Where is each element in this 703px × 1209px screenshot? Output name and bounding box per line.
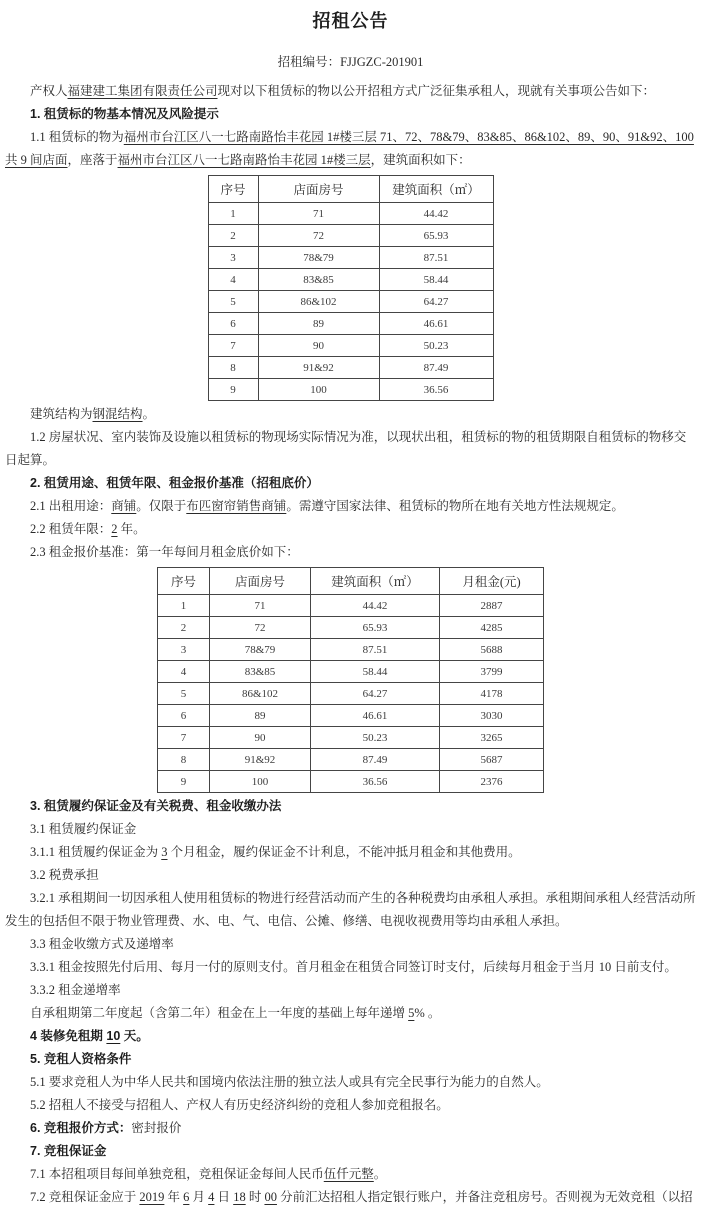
- text-segment: 现对以下租赁标的物以公开招租方式广泛征集承租人，现就有关事项公告如下：: [217, 84, 656, 98]
- table-cell: 46.61: [311, 705, 440, 727]
- table-cell: 64.27: [311, 683, 440, 705]
- text-segment: 3. 租赁履约保证金及有关税费、租金收缴办法: [30, 799, 282, 813]
- table-header-row: [158, 568, 544, 595]
- text-segment: 7. 竞租保证金: [30, 1144, 107, 1158]
- table-cell: 91&92: [210, 749, 311, 771]
- table-row: [158, 595, 544, 617]
- paragraph: [5, 541, 696, 564]
- table-row: [158, 683, 544, 705]
- table-row: [158, 727, 544, 749]
- table-cell: 36.56: [311, 771, 440, 793]
- paragraph: [5, 1117, 696, 1140]
- paragraph: [5, 1002, 696, 1025]
- table-cell: 46.61: [379, 313, 493, 335]
- text-segment: 3.3.2 租金递增率: [30, 983, 121, 997]
- text-segment: 5.2 招租人不接受与招租人、产权人有历史经济纠纷的竞租人参加竞租报名。: [30, 1098, 449, 1112]
- paragraph: [5, 864, 696, 887]
- table-cell: 5: [208, 291, 258, 313]
- text-segment: ，建筑面积如下：: [370, 153, 471, 167]
- text-segment: 。: [142, 407, 156, 421]
- table-cell: 91&92: [258, 357, 379, 379]
- table-header-cell: 序号: [158, 568, 210, 595]
- table-cell: 100: [258, 379, 379, 401]
- building-area-table: [208, 175, 494, 401]
- table-cell: 78&79: [210, 639, 311, 661]
- table-cell: 72: [210, 617, 311, 639]
- table-row: [208, 291, 493, 313]
- section-heading: [5, 795, 696, 818]
- underlined-value: 4: [208, 1190, 215, 1204]
- text-segment: 年: [164, 1190, 184, 1204]
- table-cell: 7: [158, 727, 210, 749]
- table-row: [208, 379, 493, 401]
- paragraph: [5, 80, 696, 103]
- table-cell: 36.56: [379, 379, 493, 401]
- table-cell: 58.44: [379, 269, 493, 291]
- text-segment: 产权人: [30, 84, 68, 98]
- notice-number: 招租编号：FJJGZC-201901: [277, 55, 424, 69]
- table-row: [158, 771, 544, 793]
- table-header-row: [208, 176, 493, 203]
- underlined-value: 布匹窗帘销售商铺: [186, 499, 287, 513]
- paragraph: [5, 1094, 696, 1117]
- text-segment: 3.1.1 租赁履约保证金为: [30, 845, 162, 859]
- section-heading: [5, 472, 696, 495]
- table-cell: 44.42: [379, 203, 493, 225]
- table-cell: 87.49: [379, 357, 493, 379]
- table-cell: 64.27: [379, 291, 493, 313]
- text-segment: 1.2 房屋状况、室内装饰及设施以租赁标的物现场实际情况为准，以现状出租，租赁标的物的租赁期限自租赁标的物移交日起算。: [5, 430, 687, 467]
- text-segment: 3.1 租赁履约保证金: [30, 822, 137, 836]
- underlined-value: 福建建工集团有限责任公司: [67, 84, 218, 98]
- paragraph: [5, 1186, 696, 1209]
- paragraph: [5, 495, 696, 518]
- paragraph: [5, 818, 696, 841]
- text-segment: 5. 竞租人资格条件: [30, 1052, 132, 1066]
- table-header-cell: 月租金(元): [440, 568, 544, 595]
- paragraph: [5, 518, 696, 541]
- monthly-rent-table: [157, 567, 544, 793]
- text-segment: 分前汇达招租人指定银行账户，并备注竞租房号。否则视为无效竞租（以招: [276, 1190, 693, 1204]
- text-segment: 月: [189, 1190, 209, 1204]
- underlined-value: 3: [161, 845, 168, 859]
- table-cell: 3: [158, 639, 210, 661]
- table-cell: 90: [210, 727, 311, 749]
- text-segment: 3.2.1 承租期间一切因承租人使用租赁标的物进行经营活动而产生的各种税费均由承租人承担。承租期间承租人经营活动所发生的包括但不限于物业管理费、水、电、气、电信、公摊、修缮、电视收视费用等均由承租人承担。: [5, 891, 696, 928]
- table-row: [158, 639, 544, 661]
- table-cell: 1: [158, 595, 210, 617]
- text-segment: 。: [373, 1167, 387, 1181]
- table-header-cell: 序号: [208, 176, 258, 203]
- table-cell: 9: [208, 379, 258, 401]
- table-cell: 3799: [440, 661, 544, 683]
- table-cell: 3030: [440, 705, 544, 727]
- underlined-value: 5: [408, 1006, 415, 1020]
- paragraph: [5, 1071, 696, 1094]
- section-heading: [5, 1140, 696, 1163]
- text-segment: 年。: [117, 522, 146, 536]
- text-segment: 自承租期第二年度起（含第二年）租金在上一年度的基础上每年递增: [30, 1006, 409, 1020]
- table-cell: 89: [210, 705, 311, 727]
- document-body: [5, 80, 696, 1209]
- table-cell: 9: [158, 771, 210, 793]
- table-cell: 5: [158, 683, 210, 705]
- underlined-value: 商铺: [111, 499, 137, 513]
- table-cell: 44.42: [311, 595, 440, 617]
- underlined-value: 18: [233, 1190, 246, 1204]
- underlined-value: 2: [111, 522, 118, 536]
- text-segment: 3.2 税费承担: [30, 868, 99, 882]
- table-row: [158, 661, 544, 683]
- text-segment: 7.2 竞租保证金应于: [30, 1190, 140, 1204]
- text-segment: 4 装修免租期: [30, 1029, 107, 1043]
- table-cell: 72: [258, 225, 379, 247]
- table-cell: 87.51: [379, 247, 493, 269]
- section-heading: [5, 103, 696, 126]
- paragraph: [5, 841, 696, 864]
- table-cell: 50.23: [379, 335, 493, 357]
- table-cell: 83&85: [258, 269, 379, 291]
- table-cell: 78&79: [258, 247, 379, 269]
- text-segment: 3.3 租金收缴方式及递增率: [30, 937, 174, 951]
- table-cell: 87.51: [311, 639, 440, 661]
- underlined-value: 福州市台江区八一七路南路怡丰花园 1#楼三层: [117, 153, 371, 167]
- table-cell: 71: [258, 203, 379, 225]
- text-segment: 7.1 本招租项目每间单独竞租，竞租保证金每间人民币: [30, 1167, 324, 1181]
- table-row: [208, 357, 493, 379]
- table-cell: 2: [208, 225, 258, 247]
- table-cell: 4: [208, 269, 258, 291]
- table-cell: 3265: [440, 727, 544, 749]
- table-cell: 65.93: [379, 225, 493, 247]
- paragraph: [5, 887, 696, 933]
- underlined-value: 00: [264, 1190, 277, 1204]
- text-segment: 。需遵守国家法律、租赁标的物所在地有关地方性法规规定。: [286, 499, 624, 513]
- table-cell: 4178: [440, 683, 544, 705]
- table-header-cell: 建筑面积（㎡）: [379, 176, 493, 203]
- table-row: [208, 335, 493, 357]
- table-row: [208, 269, 493, 291]
- table-row: [208, 203, 493, 225]
- table-cell: 5688: [440, 639, 544, 661]
- underlined-value: 10: [106, 1029, 121, 1043]
- paragraph: [5, 956, 696, 979]
- table-cell: 86&102: [210, 683, 311, 705]
- text-segment: 3.3.1 租金按照先付后用、每月一付的原则支付。首月租金在租赁合同签订时支付，后续每月租金于当月 10 日前支付。: [30, 960, 677, 974]
- underlined-value: 6: [183, 1190, 190, 1204]
- table-header-cell: 店面房号: [210, 568, 311, 595]
- paragraph: [5, 979, 696, 1002]
- section-heading: [5, 1048, 696, 1071]
- table-cell: 6: [208, 313, 258, 335]
- text-segment: 5.1 要求竞租人为中华人民共和国境内依法注册的独立法人或具有完全民事行为能力的自然人。: [30, 1075, 549, 1089]
- table-cell: 86&102: [258, 291, 379, 313]
- table-row: [208, 247, 493, 269]
- table-cell: 2887: [440, 595, 544, 617]
- paragraph: [5, 1163, 696, 1186]
- underlined-value: 福州市台江区八一七路南路怡丰花园 1#楼三层 71、72、78&79、83&85、86&102、89、90、91&92、100 共 9 间店面: [5, 130, 694, 167]
- table-cell: 6: [158, 705, 210, 727]
- table-row: [158, 705, 544, 727]
- table-cell: 71: [210, 595, 311, 617]
- table-cell: 1: [208, 203, 258, 225]
- text-segment: 密封报价: [131, 1121, 182, 1135]
- table-cell: 87.49: [311, 749, 440, 771]
- table-header-cell: 店面房号: [258, 176, 379, 203]
- section-heading: [5, 1025, 696, 1048]
- text-segment: ，座落于: [67, 153, 118, 167]
- table-cell: 8: [208, 357, 258, 379]
- text-segment: 6. 竞租报价方式：: [30, 1121, 132, 1135]
- underlined-value: 钢混结构: [92, 407, 143, 421]
- text-segment: 日: [214, 1190, 234, 1204]
- paragraph: [5, 933, 696, 956]
- text-segment: 建筑结构为: [30, 407, 93, 421]
- document-title: 招租公告: [312, 11, 389, 31]
- table-row: [208, 313, 493, 335]
- text-segment: 2. 租赁用途、租赁年限、租金报价基准（招租底价）: [30, 476, 319, 490]
- table-cell: 8: [158, 749, 210, 771]
- table-cell: 83&85: [210, 661, 311, 683]
- table-cell: 4285: [440, 617, 544, 639]
- table-row: [208, 225, 493, 247]
- text-segment: 时: [245, 1190, 265, 1204]
- text-segment: 2.3 租金报价基准：第一年每间月租金底价如下：: [30, 545, 299, 559]
- text-segment: 。仅限于: [136, 499, 187, 513]
- table-cell: 65.93: [311, 617, 440, 639]
- table-cell: 2376: [440, 771, 544, 793]
- underlined-value: 2019: [139, 1190, 165, 1204]
- table-cell: 50.23: [311, 727, 440, 749]
- text-segment: 个月租金，履约保证金不计利息，不能冲抵月租金和其他费用。: [167, 845, 521, 859]
- text-segment: 天。: [120, 1029, 149, 1043]
- text-segment: 2.1 出租用途：: [30, 499, 112, 513]
- table-cell: 58.44: [311, 661, 440, 683]
- table-header-cell: 建筑面积（㎡）: [311, 568, 440, 595]
- text-segment: 1.1 租赁标的物为: [30, 130, 124, 144]
- table-cell: 90: [258, 335, 379, 357]
- table-cell: 100: [210, 771, 311, 793]
- text-segment: % 。: [414, 1006, 441, 1020]
- table-cell: 2: [158, 617, 210, 639]
- table-cell: 5687: [440, 749, 544, 771]
- paragraph: [5, 426, 696, 472]
- underlined-value: 伍仟元整: [323, 1167, 374, 1181]
- text-segment: 2.2 租赁年限：: [30, 522, 112, 536]
- table-cell: 3: [208, 247, 258, 269]
- table-cell: 4: [158, 661, 210, 683]
- table-row: [158, 749, 544, 771]
- table-row: [158, 617, 544, 639]
- paragraph: [5, 403, 696, 426]
- paragraph: [5, 126, 696, 172]
- table-cell: 7: [208, 335, 258, 357]
- table-cell: 89: [258, 313, 379, 335]
- text-segment: 1. 租赁标的物基本情况及风险提示: [30, 107, 219, 121]
